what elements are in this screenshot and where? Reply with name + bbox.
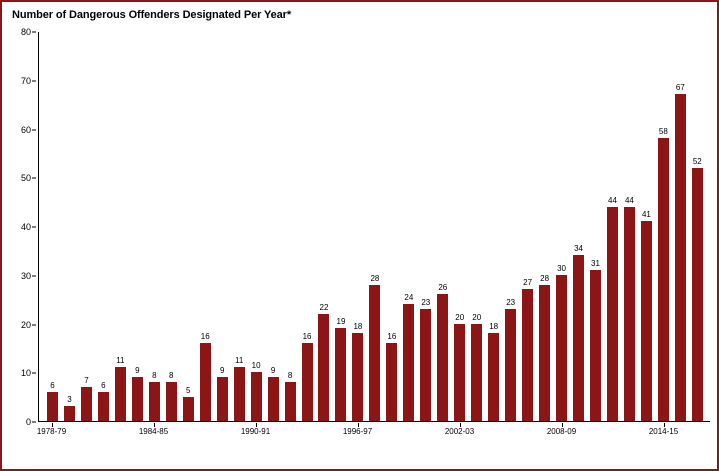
bar-value-label: 34 [574,244,583,254]
bar [573,255,584,421]
y-axis-tick-mark [32,129,36,130]
bar-value-label: 67 [675,83,685,93]
bar [658,138,669,421]
y-axis-tick-mark [32,80,36,81]
y-axis-tick-mark [32,422,36,423]
bar-item [248,32,265,421]
bar [522,289,533,421]
bar-item [689,32,706,421]
bar-item [672,32,689,421]
bar [149,382,160,421]
bar-item [451,32,468,421]
bar [81,387,92,421]
bar-value-label: 30 [557,263,566,273]
bar [217,377,228,421]
bar-item [485,32,502,421]
bar-value-label: 18 [489,322,499,332]
bar [641,221,652,421]
bar [234,367,245,421]
bar-item [536,32,553,421]
bar-value-label: 8 [287,371,293,380]
bar-item [400,32,417,421]
y-axis-tick-mark [32,32,36,33]
bar-value-label: 28 [540,273,550,283]
bar-item [61,32,78,421]
bar-item [621,32,638,421]
bar-value-label: 5 [186,385,191,395]
bar-value-label: 19 [336,317,346,327]
bar [471,324,482,422]
bar [302,343,313,421]
bar [47,392,58,421]
bar-item [434,32,451,421]
bar-value-label: 58 [658,127,668,137]
bar [132,377,143,421]
bar-value-label: 41 [641,210,651,220]
bar-value-label: 6 [101,380,106,390]
bar-item [231,32,248,421]
bar [318,314,329,421]
bar-value-label: 31 [591,258,600,268]
bar-item [265,32,282,421]
bar [454,324,465,422]
bar-value-label: 26 [438,283,448,293]
bar-item [383,32,400,421]
bar-item [214,32,231,421]
bar [386,343,397,421]
bar-value-label: 8 [152,371,157,380]
bar-item [299,32,316,421]
bar [64,406,75,421]
bar-item [638,32,655,421]
y-axis-tick-label: 60 [20,124,31,135]
bar-item [197,32,214,421]
bar-item [502,32,519,421]
bar-value-label: 10 [251,361,261,371]
chart-title: Number of Dangerous Offenders Designated Per Year* [12,9,292,21]
bar-value-label: 7 [84,375,89,385]
bar [166,382,177,421]
x-axis [38,423,710,443]
y-axis-tick-label: 40 [20,222,31,232]
bar-value-label: 44 [624,195,634,205]
bar-value-label: 20 [472,312,482,322]
bar-value-label: 52 [692,156,702,166]
x-axis-tick-label: 1978-79 [36,427,67,436]
bar-value-label: 6 [50,380,55,390]
y-axis-tick-label: 20 [20,319,31,330]
bar-value-label: 20 [455,312,465,322]
bar-item [129,32,146,421]
bar-item [587,32,604,421]
y-axis-tick-mark [32,275,36,276]
bar-item [604,32,621,421]
bar [115,367,126,421]
bar-item [163,32,180,421]
bar-value-label: 3 [67,395,72,405]
bar [335,328,346,421]
bar-item [655,32,672,421]
bar [420,309,431,421]
bar-item [95,32,112,421]
bar-value-label: 11 [234,356,244,366]
x-axis-tick-label: 2002-03 [444,427,475,436]
bar-value-label: 23 [506,297,516,307]
bar [624,207,635,422]
y-axis-tick-label: 0 [25,417,31,427]
bar [590,270,601,421]
bar [607,207,618,422]
bar-item [78,32,95,421]
bar [437,294,448,421]
bar-item [468,32,485,421]
bar-item [316,32,333,421]
bar-item [349,32,366,421]
y-axis-tick-mark [32,373,36,374]
bar-item [180,32,197,421]
bar [200,343,211,421]
y-axis-tick-mark [32,227,36,228]
bar-item [570,32,587,421]
bar-value-label: 11 [116,356,125,366]
bar-value-label: 22 [319,302,329,312]
bar [98,392,109,421]
bar-value-label: 16 [200,332,210,341]
x-axis-tick-label: 2014-15 [648,427,679,436]
bar [675,94,686,421]
bar-item [366,32,383,421]
y-axis-tick-label: 10 [20,368,31,379]
bar-value-label: 16 [302,332,312,341]
bar-item [112,32,129,421]
bar-value-label: 8 [169,371,174,380]
bar-item [332,32,349,421]
bar [692,168,703,422]
bar [352,333,363,421]
x-axis-tick-label: 1984-85 [138,427,169,436]
bar [251,372,262,421]
bar-item [553,32,570,421]
bar-item [519,32,536,421]
bar [268,377,279,421]
x-axis-tick-label: 2008-09 [546,427,577,436]
y-axis [2,27,36,427]
bar-value-label: 27 [523,278,533,288]
y-axis-tick-mark [32,324,36,325]
bar-value-label: 9 [219,366,225,376]
bar [488,333,499,421]
bar-value-label: 9 [270,366,276,376]
bar-item [417,32,434,421]
bar-value-label: 18 [353,322,363,332]
y-axis-tick-label: 30 [20,270,31,281]
bar-value-label: 9 [135,366,140,376]
bar [369,285,380,422]
bar [539,285,550,422]
bar-series [39,32,710,421]
bar-value-label: 16 [387,332,397,341]
bar [403,304,414,421]
plot-area [38,32,710,422]
y-axis-tick-label: 80 [20,27,31,37]
bar [505,309,516,421]
bar-item [282,32,299,421]
bar [285,382,296,421]
x-axis-tick-label: 1990-91 [240,427,271,436]
x-axis-tick-label: 1996-97 [342,427,373,436]
y-axis-tick-label: 70 [20,75,31,86]
y-axis-tick-label: 50 [20,173,31,184]
y-axis-tick-mark [32,178,36,179]
bar-value-label: 24 [404,293,414,302]
bar-value-label: 44 [608,195,617,205]
bar [183,397,194,421]
bar-value-label: 28 [370,273,380,283]
bar [556,275,567,421]
bar-value-label: 23 [421,297,431,307]
bar-item [146,32,163,421]
bar-item [44,32,61,421]
